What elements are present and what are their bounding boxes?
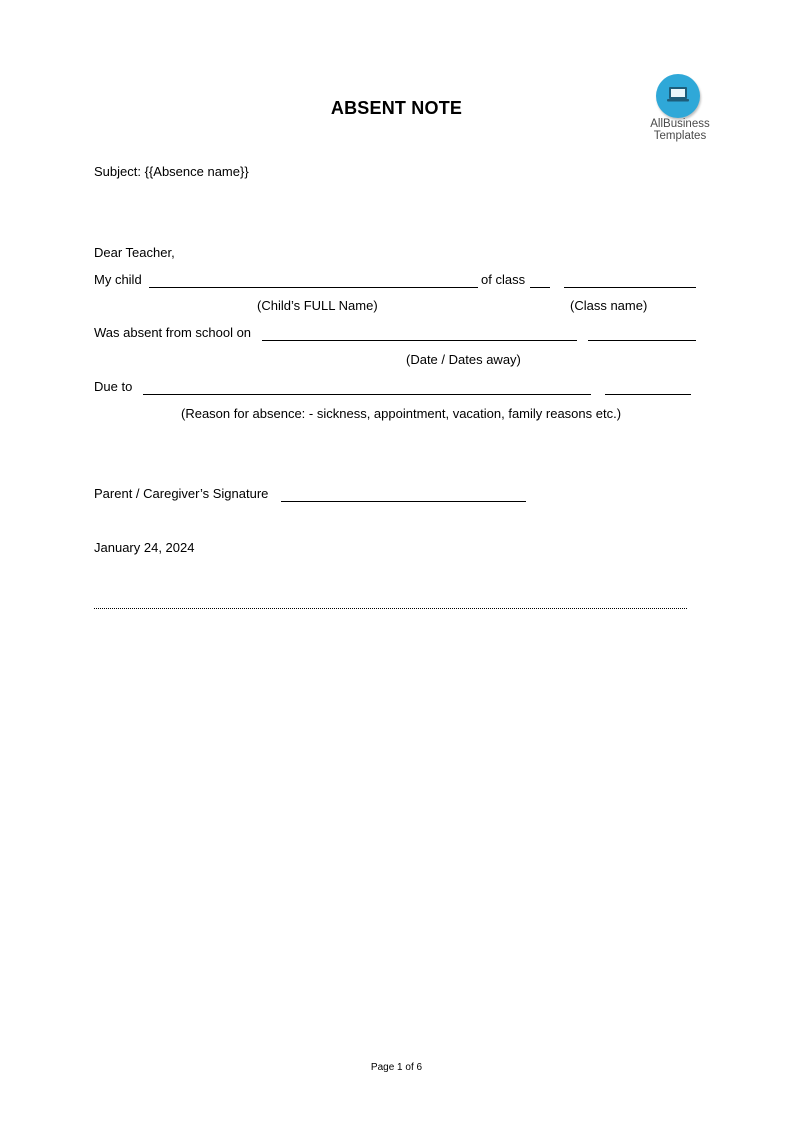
reason-blank-2[interactable] [605, 394, 691, 395]
child-label: My child [94, 272, 142, 287]
due-to-label: Due to [94, 379, 133, 394]
page-number: Page 1 of 6 [370, 1062, 423, 1073]
signature-label: Parent / Caregiver’s Signature [94, 486, 269, 501]
document-date: January 24, 2024 [94, 540, 195, 555]
child-name-blank[interactable] [149, 287, 478, 288]
absent-date-blank-2[interactable] [588, 340, 696, 341]
logo-text-line2: Templates [653, 130, 707, 142]
class-name-blank[interactable] [564, 287, 696, 288]
subject-line: Subject: {{Absence name}} [94, 164, 249, 179]
date-caption: (Date / Dates away) [406, 352, 521, 367]
class-label: of class [481, 272, 526, 287]
child-name-caption: (Child’s FULL Name) [257, 298, 378, 313]
class-blank-short[interactable] [530, 287, 550, 288]
signature-blank[interactable] [281, 501, 526, 502]
reason-caption: (Reason for absence: - sickness, appointment, vacation, family reasons etc.) [181, 406, 622, 421]
document-title: ABSENT NOTE [330, 98, 463, 118]
absent-date-blank[interactable] [262, 340, 577, 341]
absent-label: Was absent from school on [94, 325, 252, 340]
greeting: Dear Teacher, [94, 245, 175, 260]
logo-text-line1: AllBusiness [650, 118, 710, 130]
dotted-separator [94, 608, 687, 609]
reason-blank[interactable] [143, 394, 591, 395]
class-name-caption: (Class name) [570, 298, 648, 313]
